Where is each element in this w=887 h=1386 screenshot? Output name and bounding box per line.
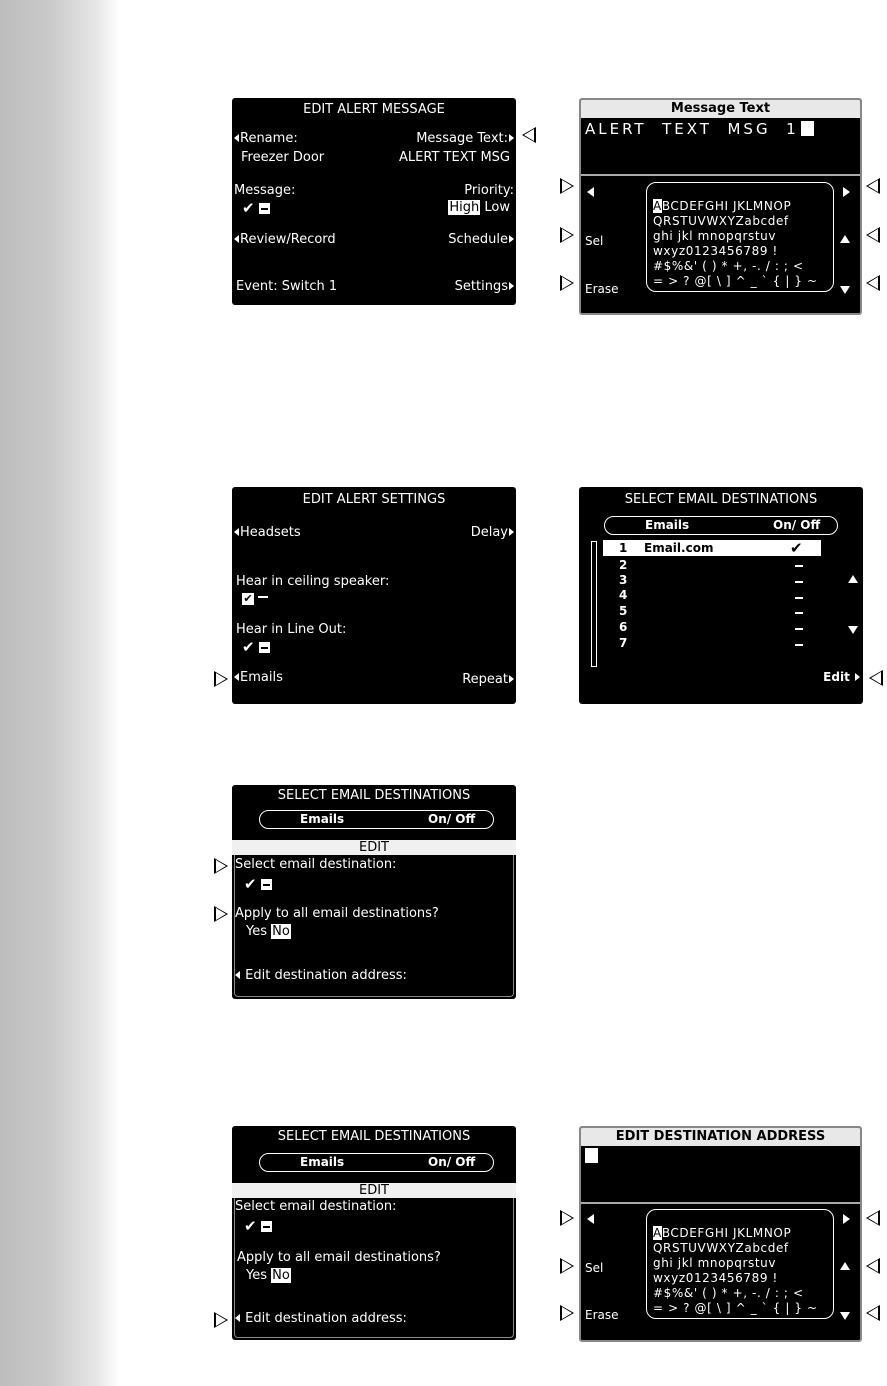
sel-softkey[interactable]: Sel (585, 1261, 604, 1275)
list-item[interactable]: 6 (619, 620, 628, 634)
pointer-triangle-icon (214, 906, 228, 922)
list-item[interactable]: 5 (619, 604, 628, 618)
list-item[interactable]: 3 (619, 573, 628, 587)
list-item[interactable]: 1 (619, 541, 628, 555)
no-option[interactable]: No (272, 924, 290, 939)
right-arrow-icon[interactable] (843, 1214, 850, 1224)
pointer-triangle-icon (866, 178, 880, 194)
headsets-softkey[interactable]: Headsets (234, 525, 301, 540)
screen-title: Message Text (581, 100, 860, 118)
screen-title: SELECT EMAIL DESTINATIONS (624, 492, 818, 507)
no-option[interactable]: No (272, 1268, 290, 1283)
right-arrow-icon (855, 673, 860, 681)
character-keyboard[interactable]: ABCDEFGHI JKLMNOP QRSTUVWXYZabcdef ghi jkl mnopqrstuv wxyz0123456789 ! #$%&' ( ) * +, -. / : ; < = > ? @[ \ ] ^ _ ` { | } ~ (646, 1209, 834, 1319)
erase-softkey[interactable]: Erase (585, 282, 619, 296)
checkmark-icon: ✔ (244, 875, 257, 893)
edit-email-destination-screen (232, 1126, 516, 1340)
list-item[interactable]: 2 (619, 558, 628, 572)
column-header-emails: Emails (300, 812, 345, 826)
pointer-triangle-icon (560, 1210, 574, 1226)
pointer-triangle-icon (560, 178, 574, 194)
screen-title: EDIT DESTINATION ADDRESS (581, 1128, 860, 1146)
list-item[interactable]: 7 (619, 636, 628, 650)
erase-softkey[interactable]: Erase (585, 1308, 619, 1322)
repeat-softkey[interactable]: Repeat (462, 672, 514, 687)
left-arrow-icon (234, 673, 239, 681)
pointer-triangle-icon (214, 671, 228, 687)
dash-icon (795, 565, 803, 567)
edit-destination-address-screen (579, 1126, 862, 1342)
select-destination-toggle[interactable] (244, 1217, 272, 1235)
pointer-triangle-icon (560, 227, 574, 243)
event-label: Event: Switch 1 (236, 279, 338, 294)
screen-title: EDIT ALERT MESSAGE (303, 102, 445, 117)
priority-options[interactable] (448, 200, 510, 215)
message-text-screen (579, 98, 862, 315)
checkbox-checked-icon: ✔ (243, 592, 253, 605)
right-arrow-icon[interactable] (843, 187, 850, 197)
divider (581, 174, 860, 176)
right-arrow-icon (509, 235, 514, 243)
left-arrow-icon (235, 971, 240, 979)
checkmark-icon: ✔ (790, 539, 803, 557)
message-text-field[interactable]: ALERT TEXT MSG 1 (585, 120, 855, 172)
list-item-email[interactable]: Email.com (644, 541, 714, 555)
dash-icon (795, 612, 803, 614)
screen-title: SELECT EMAIL DESTINATIONS (277, 1129, 471, 1144)
priority-high-option[interactable]: High (449, 200, 480, 215)
left-arrow-icon (234, 528, 239, 536)
off-box-selected-icon (259, 203, 270, 214)
apply-all-label: Apply to all email destinations? (235, 906, 439, 921)
up-arrow-icon[interactable] (840, 235, 850, 243)
pointer-triangle-icon (866, 1258, 880, 1274)
line-out-label: Hear in Line Out: (236, 622, 347, 637)
delay-softkey[interactable]: Delay (471, 525, 514, 540)
schedule-softkey[interactable]: Schedule (448, 232, 514, 247)
dash-icon (795, 597, 803, 599)
edit-email-destination-screen (232, 785, 516, 999)
left-arrow-icon[interactable] (587, 187, 594, 197)
pointer-triangle-icon (866, 1305, 880, 1321)
edit-alert-message-screen (232, 98, 516, 305)
pointer-triangle-icon (214, 1312, 228, 1328)
pointer-triangle-icon (869, 670, 883, 686)
address-text-field[interactable] (585, 1148, 855, 1200)
pointer-triangle-icon (560, 1258, 574, 1274)
character-keyboard[interactable]: ABCDEFGHI JKLMNOP QRSTUVWXYZabcdef ghi jkl mnopqrstuv wxyz0123456789 ! #$%&' ( ) * +, -. / : ; < = > ? @[ \ ] ^ _ ` { | } ~ (646, 182, 834, 292)
column-header-emails: Emails (645, 518, 690, 532)
divider (581, 1202, 860, 1204)
pointer-triangle-icon (214, 858, 228, 874)
down-arrow-icon[interactable] (848, 626, 858, 634)
scrollbar[interactable] (591, 541, 597, 667)
sel-softkey[interactable]: Sel (585, 234, 604, 248)
right-arrow-icon (509, 675, 514, 683)
edit-address-softkey[interactable]: Edit destination address: (235, 1311, 407, 1326)
selected-character: A (653, 199, 662, 213)
dash-icon (258, 596, 268, 598)
pointer-triangle-icon (560, 275, 574, 291)
yes-option[interactable]: Yes (246, 1268, 267, 1283)
left-arrow-icon (234, 134, 239, 142)
checkmark-icon: ✔ (244, 1217, 257, 1235)
ceiling-speaker-toggle[interactable] (242, 591, 268, 606)
checkmark-icon: ✔ (242, 638, 255, 656)
cursor-block (801, 121, 814, 136)
dash-icon (795, 581, 803, 583)
edit-dialog-title: EDIT (232, 1183, 516, 1198)
left-arrow-icon (235, 1314, 240, 1322)
pointer-triangle-icon (560, 1305, 574, 1321)
apply-all-label: Apply to all email destinations? (237, 1250, 441, 1265)
pointer-triangle-icon (866, 227, 880, 243)
right-arrow-icon (509, 134, 514, 142)
select-destination-label: Select email destination: (235, 1199, 397, 1214)
message-text-softkey[interactable]: Message Text: (416, 131, 514, 146)
priority-low-option[interactable]: Low (484, 200, 510, 215)
checkmark-icon: ✔ (242, 199, 255, 217)
off-box-selected-icon (261, 1221, 272, 1232)
ceiling-speaker-label: Hear in ceiling speaker: (236, 574, 390, 589)
off-box-selected-icon (261, 879, 272, 890)
edit-dialog-title: EDIT (232, 840, 516, 855)
column-header-emails: Emails (300, 1155, 345, 1169)
emails-softkey[interactable]: Emails (234, 670, 283, 685)
rename-softkey[interactable]: Rename: (234, 131, 298, 146)
pointer-triangle-icon (866, 1210, 880, 1226)
up-arrow-icon[interactable] (848, 575, 858, 583)
line-out-toggle[interactable] (242, 638, 270, 656)
dash-icon (795, 628, 803, 630)
settings-softkey[interactable]: Settings (455, 279, 514, 294)
page-margin-gradient (0, 0, 120, 1386)
review-record-softkey[interactable]: Review/Record (234, 232, 336, 247)
off-box-selected-icon (259, 642, 270, 653)
pointer-triangle-icon (866, 275, 880, 291)
message-toggle[interactable] (242, 199, 270, 217)
screen-title: EDIT ALERT SETTINGS (302, 492, 446, 507)
dash-icon (795, 644, 803, 646)
select-destination-label: Select email destination: (235, 857, 397, 872)
yes-option[interactable]: Yes (246, 924, 267, 939)
left-arrow-icon (234, 235, 239, 243)
message-text-value: ALERT TEXT MSG (399, 150, 510, 165)
apply-all-options[interactable] (246, 1268, 291, 1283)
down-arrow-icon[interactable] (840, 1312, 850, 1320)
edit-alert-settings-screen (232, 487, 516, 704)
column-header-onoff: On/ Off (428, 812, 476, 826)
select-destination-toggle[interactable] (244, 875, 272, 893)
rename-value: Freezer Door (241, 150, 325, 165)
right-arrow-icon (509, 528, 514, 536)
cursor-block (585, 1148, 598, 1163)
selected-character: A (653, 1226, 662, 1240)
message-label: Message: (234, 183, 296, 198)
apply-all-options[interactable] (246, 924, 291, 939)
left-arrow-icon[interactable] (587, 1214, 594, 1224)
up-arrow-icon[interactable] (840, 1262, 850, 1270)
pointer-triangle-icon (522, 127, 536, 143)
screen-title: SELECT EMAIL DESTINATIONS (277, 788, 471, 803)
edit-softkey[interactable]: Edit (823, 670, 860, 684)
down-arrow-icon[interactable] (840, 286, 850, 294)
column-header-onoff: On/ Off (428, 1155, 476, 1169)
right-arrow-icon (509, 282, 514, 290)
edit-address-softkey[interactable]: Edit destination address: (235, 968, 407, 983)
column-header-onoff: On/ Off (773, 518, 821, 532)
list-item[interactable]: 4 (619, 588, 628, 602)
select-email-destinations-screen (579, 487, 863, 704)
priority-label: Priority: (464, 183, 514, 198)
